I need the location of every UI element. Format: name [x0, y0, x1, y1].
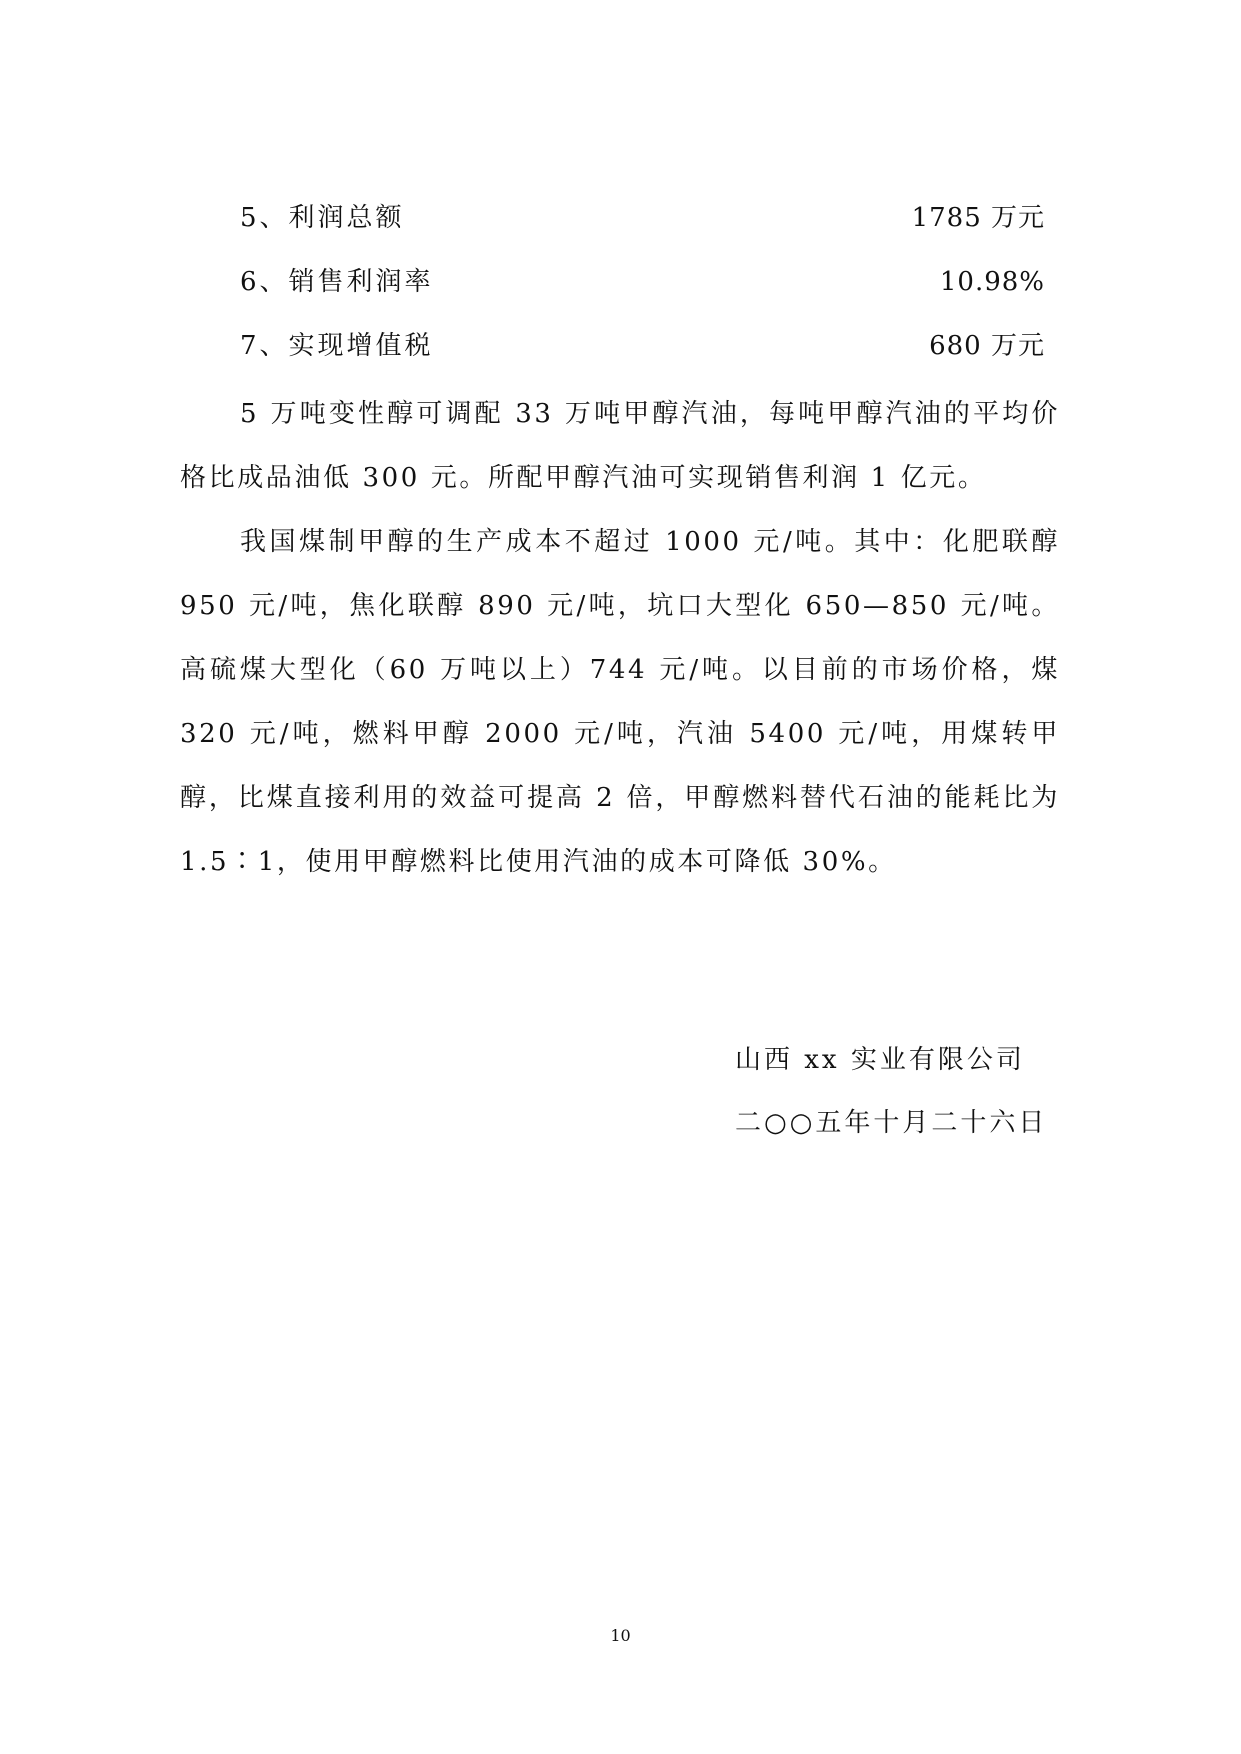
metric-label: 7、实现增值税: [240, 331, 434, 361]
metric-row-profit-total: [240, 198, 1045, 238]
metric-label: 5、利润总额: [240, 203, 405, 233]
signature-company: 山西 xx 实业有限公司: [735, 1045, 1025, 1075]
metric-label: 6、销售利润率: [240, 267, 434, 297]
metric-value: 680 万元: [929, 331, 1045, 361]
page-number: 10: [610, 1626, 631, 1645]
metric-value: 1785 万元: [911, 203, 1045, 233]
metric-value: 10.98%: [939, 267, 1045, 297]
metric-row-profit-rate: [240, 262, 1045, 302]
signature-date: 二○○五年十月二十六日: [735, 1108, 1048, 1138]
paragraph-methanol-gasoline: 5 万吨变性醇可调配 33 万吨甲醇汽油，每吨甲醇汽油的平均价格比成品油低 300 元。所配甲醇汽油可实现销售利润 1 亿元。: [180, 399, 1060, 493]
paragraph-production-cost: 我国煤制甲醇的生产成本不超过 1000 元/吨。其中：化肥联醇 950 元/吨，焦化联醇 890 元/吨，坑口大型化 650—850 元/吨。高硫煤大型化（60 万吨以上）744 元/吨。以目前的市场价格，煤 320 元/吨，燃料甲醇 2000 元/吨，汽油 5400 元/吨，用煤转甲醇，比煤直接利用的效益可提高 2 倍，甲醇燃料替代石油的能耗比为 1.5∶1，使用甲醇燃料比使用汽油的成本可降低 30%。: [180, 527, 1060, 877]
metric-row-vat: [240, 326, 1045, 366]
